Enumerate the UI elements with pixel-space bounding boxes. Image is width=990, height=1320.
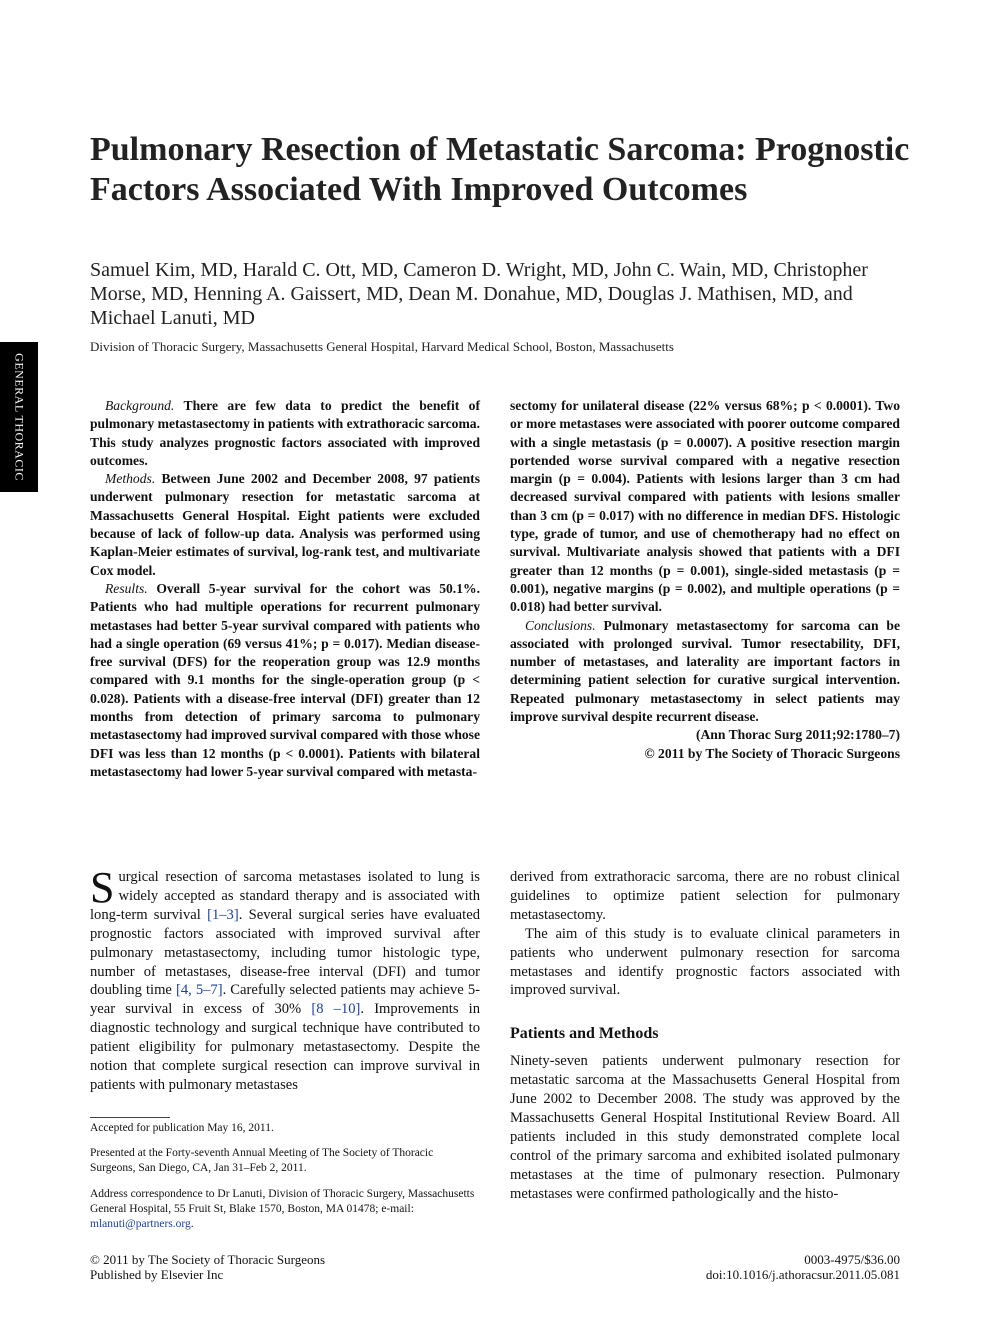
affiliation: Division of Thoracic Surgery, Massachusetts General Hospital, Harvard Medical School, Boston, Massachusetts — [90, 339, 674, 354]
intro-continuation: derived from extrathoracic sarcoma, there are no robust clinical guidelines to optimize patient selection for pulmonary metastasectomy. — [510, 869, 900, 923]
results-text-b: sectomy for unilateral disease (22% versus 68%; p < 0.0001). Two or more metastases were associated with poorer outcome compared with a single metastasis (p = 0.0007). A positive resection margin portended worse survival compared with a negative resection margin (p = 0.004). Patients with lesions larger than 3 cm had decreased survival compared with patients with lesions smaller than 3 cm (p = 0.017) with no difference in median DFS. Histologic type, grade of tumor, and use of chemotherapy had no effect on survival. Multivariate analysis showed that patients with a DFI greater than 12 months (p = 0.001), single-sided metastasis (p = 0.001), negative margins (p = 0.002), and multiple operations (p = 0.018) had better survival. — [510, 398, 900, 615]
intro-text-2: . Several surgical series have evaluated prognostic factors associated with improved survival after pulmonary metastasectomy, including tumor histologic type, number of metastases, disease-free interval (DFI) and tumor doubling time — [90, 906, 480, 999]
footer-issn: 0003-4975/$36.00 — [804, 1252, 900, 1267]
presented-note: Presented at the Forty-seventh Annual Meeting of The Society of Thoracic Surgeons, San Diego, CA, Jan 31–Feb 2, 2011. — [90, 1147, 434, 1175]
footer-doi: doi:10.1016/j.athoracsur.2011.05.081 — [705, 1267, 900, 1282]
abstract-conclusions — [510, 617, 900, 727]
conclusions-label: Conclusions. — [525, 617, 596, 633]
section-side-tab — [0, 342, 38, 492]
abstract-methods — [90, 470, 480, 580]
drop-cap: S — [90, 863, 115, 912]
intro-text-1: urgical resection of sarcoma metastases isolated to lung is widely accepted as standard therapy and is associated with long-term survival — [90, 869, 480, 923]
side-tab-label: GENERAL THORACIC — [12, 353, 27, 481]
footer-left — [90, 1252, 490, 1282]
section-heading: Patients and Methods — [510, 1025, 659, 1043]
accepted-note: Accepted for publication May 16, 2011. — [90, 1122, 274, 1134]
reference-link-3[interactable]: [8 –10] — [311, 1001, 361, 1018]
body-left-column — [90, 863, 480, 1095]
footer-right — [510, 1252, 900, 1282]
correspondence-address: Address correspondence to Dr Lanuti, Division of Thoracic Surgery, Massachusetts General Hospital, 55 Fruit St, Blake 1570, Boston, MA 01478; e-mail: — [90, 1187, 475, 1215]
conclusions-text: Pulmonary metastasectomy for sarcoma can be associated with prolonged survival. Tumor resectability, DFI, number of metastases, and laterality are important factors in determining patient selection for curative surgical intervention. Repeated pulmonary metastasectomy in select patients may improve survival despite recurrent disease. — [510, 617, 900, 725]
abstract-left-column — [90, 397, 480, 781]
results-label: Results. — [105, 580, 148, 596]
reference-link-2[interactable]: [4, 5–7] — [175, 982, 223, 999]
background-label: Background. — [105, 398, 175, 413]
abstract-results — [90, 580, 480, 781]
intro-text-3: . Carefully selected patients may achieve 5-year survival in excess of 30% — [90, 982, 480, 1018]
background-text: There are few data to predict the benefit of pulmonary metastasectomy in patients with extrathoracic sarcoma. This study analyzes prognostic factors associated with improved outcomes. — [90, 398, 480, 468]
methods-text: Between June 2002 and December 2008, 97 patients underwent pulmonary resection for metastatic sarcoma at Massachusetts General Hospital. Eight patients were excluded because of lack of follow-up data. Analysis was performed using Kaplan-Meier estimates of survival, log-rank test, and multivariate Cox model. — [90, 471, 480, 578]
footer-copyright: © 2011 by The Society of Thoracic Surgeons — [90, 1252, 326, 1267]
methods-paragraph: Ninety-seven patients underwent pulmonary resection for metastatic sarcoma at the Massachusetts General Hospital from June 2002 to December 2008. The study was approved by the Massachusetts General Hospital Institutional Review Board. All patients included in this study demonstrated complete local control of the primary sarcoma and exhibited isolated pulmonary metastases at the time of pulmonary resection. Pulmonary metastases were confirmed pathologically and the histo- — [510, 1053, 900, 1202]
abstract-copyright: © 2011 by The Society of Thoracic Surgeons — [644, 745, 900, 761]
abstract-background — [90, 397, 480, 470]
results-text-a: Overall 5-year survival for the cohort was 50.1%. Patients who had multiple operations for recurrent pulmonary metastases had better 5-year survival compared with patients who had a single operation (69 versus 41%; p = 0.017). Median disease- free survival (DFS) for the reoperation group was 12.9 months compared with 9.1 months for the single-operation group (p < 0.028). Patients with a disease-free interval (DFI) greater than 12 months from detection of primary sarcoma to pulmonary metastasectomy had improved survival compared with those whose DFI was less than 12 months (p < 0.0001). Patients with bilateral metastasectomy had lower 5-year survival compared with metasta- — [90, 580, 480, 779]
intro-text-4: . Improvements in diagnostic technology and surgical technique have contributed to patient eligibility for pulmonary metastasectomy. Despite the notion that complete surgical resection can improve survival in patients with pulmonary metastases — [90, 1001, 480, 1093]
journal-citation: (Ann Thorac Surg 2011;92:1780–7) — [695, 727, 900, 743]
correspondence-end: . — [190, 1218, 194, 1231]
intro-paragraph — [90, 863, 480, 1095]
footnotes — [90, 1121, 480, 1242]
email-link[interactable]: mlanuti@partners.org — [90, 1218, 191, 1231]
body-right-column — [510, 868, 900, 1204]
footer-publisher: Published by Elsevier Inc — [90, 1267, 224, 1282]
article-title: Pulmonary Resection of Metastatic Sarcoma: Prognostic Factors Associated With Improved Outcomes — [90, 131, 910, 208]
footnote-divider — [90, 1117, 170, 1118]
reference-link-1[interactable]: [1–3] — [207, 906, 239, 923]
abstract-right-column — [510, 397, 900, 763]
correspondence-note — [90, 1187, 480, 1233]
methods-label: Methods. — [105, 471, 156, 487]
author-list: Samuel Kim, MD, Harald C. Ott, MD, Cameron D. Wright, MD, John C. Wain, MD, Christopher Morse, MD, Henning A. Gaissert, MD, Dean M. Donahue, MD, Douglas J. Mathisen, MD, and Michael Lanuti, MD — [90, 259, 868, 329]
aim-paragraph: The aim of this study is to evaluate clinical parameters in patients who underwent pulmonary resection for sarcoma metastases and identify prognostic factors associated with improved survival. — [510, 925, 900, 999]
